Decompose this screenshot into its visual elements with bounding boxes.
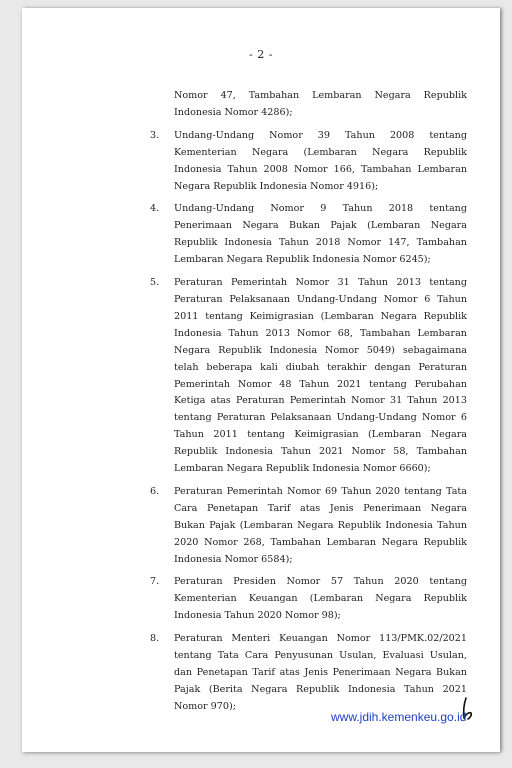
- jdih-website-link[interactable]: www.jdih.kemenkeu.go.id: [331, 710, 467, 724]
- list-line: Indonesia Tahun 2020 Nomor 98);: [174, 610, 341, 622]
- list-item-3: [150, 128, 467, 196]
- list-line: 2020 Nomor 268, Tambahan Lembaran Negara Republik: [174, 536, 467, 548]
- list-line: Nomor 970);: [174, 700, 236, 712]
- list-line: tentang Peraturan Pelaksanaan Undang-Undang Nomor 6: [174, 412, 467, 424]
- page-number: - 2 -: [249, 48, 273, 61]
- list-number: 7.: [150, 576, 160, 588]
- list-line: tentang Tata Cara Penyusunan Usulan, Evaluasi Usulan,: [174, 650, 467, 662]
- list-line: Indonesia Nomor 6584);: [174, 553, 293, 565]
- list-line: Peraturan Pelaksanaan Undang-Undang Nomor 6 Tahun: [174, 293, 467, 305]
- list-line: Negara Republik Indonesia Nomor 5049) sebagaimana: [174, 344, 467, 356]
- list-line: Peraturan Menteri Keuangan Nomor 113/PMK.02/2021: [174, 633, 467, 645]
- list-item-continuation: [174, 88, 467, 122]
- list-line: Pemerintah Nomor 48 Tahun 2021 tentang Perubahan: [174, 378, 467, 390]
- list-line: Peraturan Presiden Nomor 57 Tahun 2020 tentang: [174, 576, 467, 588]
- list-line: Indonesia Tahun 2008 Nomor 166, Tambahan Lembaran: [174, 163, 467, 175]
- list-line: Lembaran Negara Republik Indonesia Nomor 6245);: [174, 254, 431, 266]
- list-line: telah beberapa kali diubah terakhir dengan Peraturan: [174, 361, 467, 373]
- list-line: Nomor 47, Tambahan Lembaran Negara Republik: [174, 90, 467, 101]
- list-item-6: [150, 484, 467, 569]
- list-line: Pajak (Berita Negara Republik Indonesia Tahun 2021: [174, 683, 467, 695]
- list-line: Peraturan Pemerintah Nomor 31 Tahun 2013 tentang: [174, 277, 467, 289]
- list-item-7: [150, 574, 467, 625]
- list-line: Negara Republik Indonesia Nomor 4916);: [174, 180, 379, 192]
- list-line: Tahun 2011 tentang Keimigrasian (Lembaran Negara: [174, 429, 467, 441]
- list-item-4: [150, 201, 467, 269]
- list-line: Republik Indonesia Tahun 2021 Nomor 58, Tambahan: [174, 446, 467, 458]
- list-line: Peraturan Pemerintah Nomor 69 Tahun 2020 tentang Tata: [174, 485, 467, 497]
- list-line: 2011 tentang Keimigrasian (Lembaran Negara Republik: [174, 310, 467, 322]
- list-line: Lembaran Negara Republik Indonesia Nomor 6660);: [174, 463, 431, 475]
- list-number: 4.: [150, 203, 160, 215]
- list-item-8: [150, 631, 467, 716]
- list-line: Penerimaan Negara Bukan Pajak (Lembaran Negara: [174, 220, 467, 232]
- list-line: Indonesia Tahun 2013 Nomor 68, Tambahan Lembaran: [174, 327, 467, 339]
- list-number: 6.: [150, 485, 160, 497]
- list-line: Ketiga atas Peraturan Pemerintah Nomor 31 Tahun 2013: [174, 395, 467, 407]
- list-line: Kementerian Keuangan (Lembaran Negara Republik: [174, 593, 467, 605]
- list-number: 5.: [150, 277, 160, 289]
- list-line: Republik Indonesia Tahun 2018 Nomor 147, Tambahan: [174, 237, 467, 249]
- document-page: [22, 8, 500, 752]
- list-line: Undang-Undang Nomor 9 Tahun 2018 tentang: [174, 203, 467, 215]
- list-number: 3.: [150, 129, 160, 141]
- list-number: 8.: [150, 633, 160, 645]
- list-line: Undang-Undang Nomor 39 Tahun 2008 tentang: [174, 129, 467, 141]
- list-line: Bukan Pajak (Lembaran Negara Republik Indonesia Tahun: [174, 519, 467, 531]
- list-line: Kementerian Negara (Lembaran Negara Republik: [174, 146, 467, 158]
- list-line: Cara Penetapan Tarif atas Jenis Penerimaan Negara: [174, 502, 467, 514]
- list-line: dan Penetapan Tarif atas Jenis Penerimaan Negara Bukan: [174, 667, 467, 678]
- list-line: Indonesia Nomor 4286);: [174, 106, 293, 118]
- legal-basis-list: [150, 88, 467, 722]
- list-item-5: [150, 275, 467, 478]
